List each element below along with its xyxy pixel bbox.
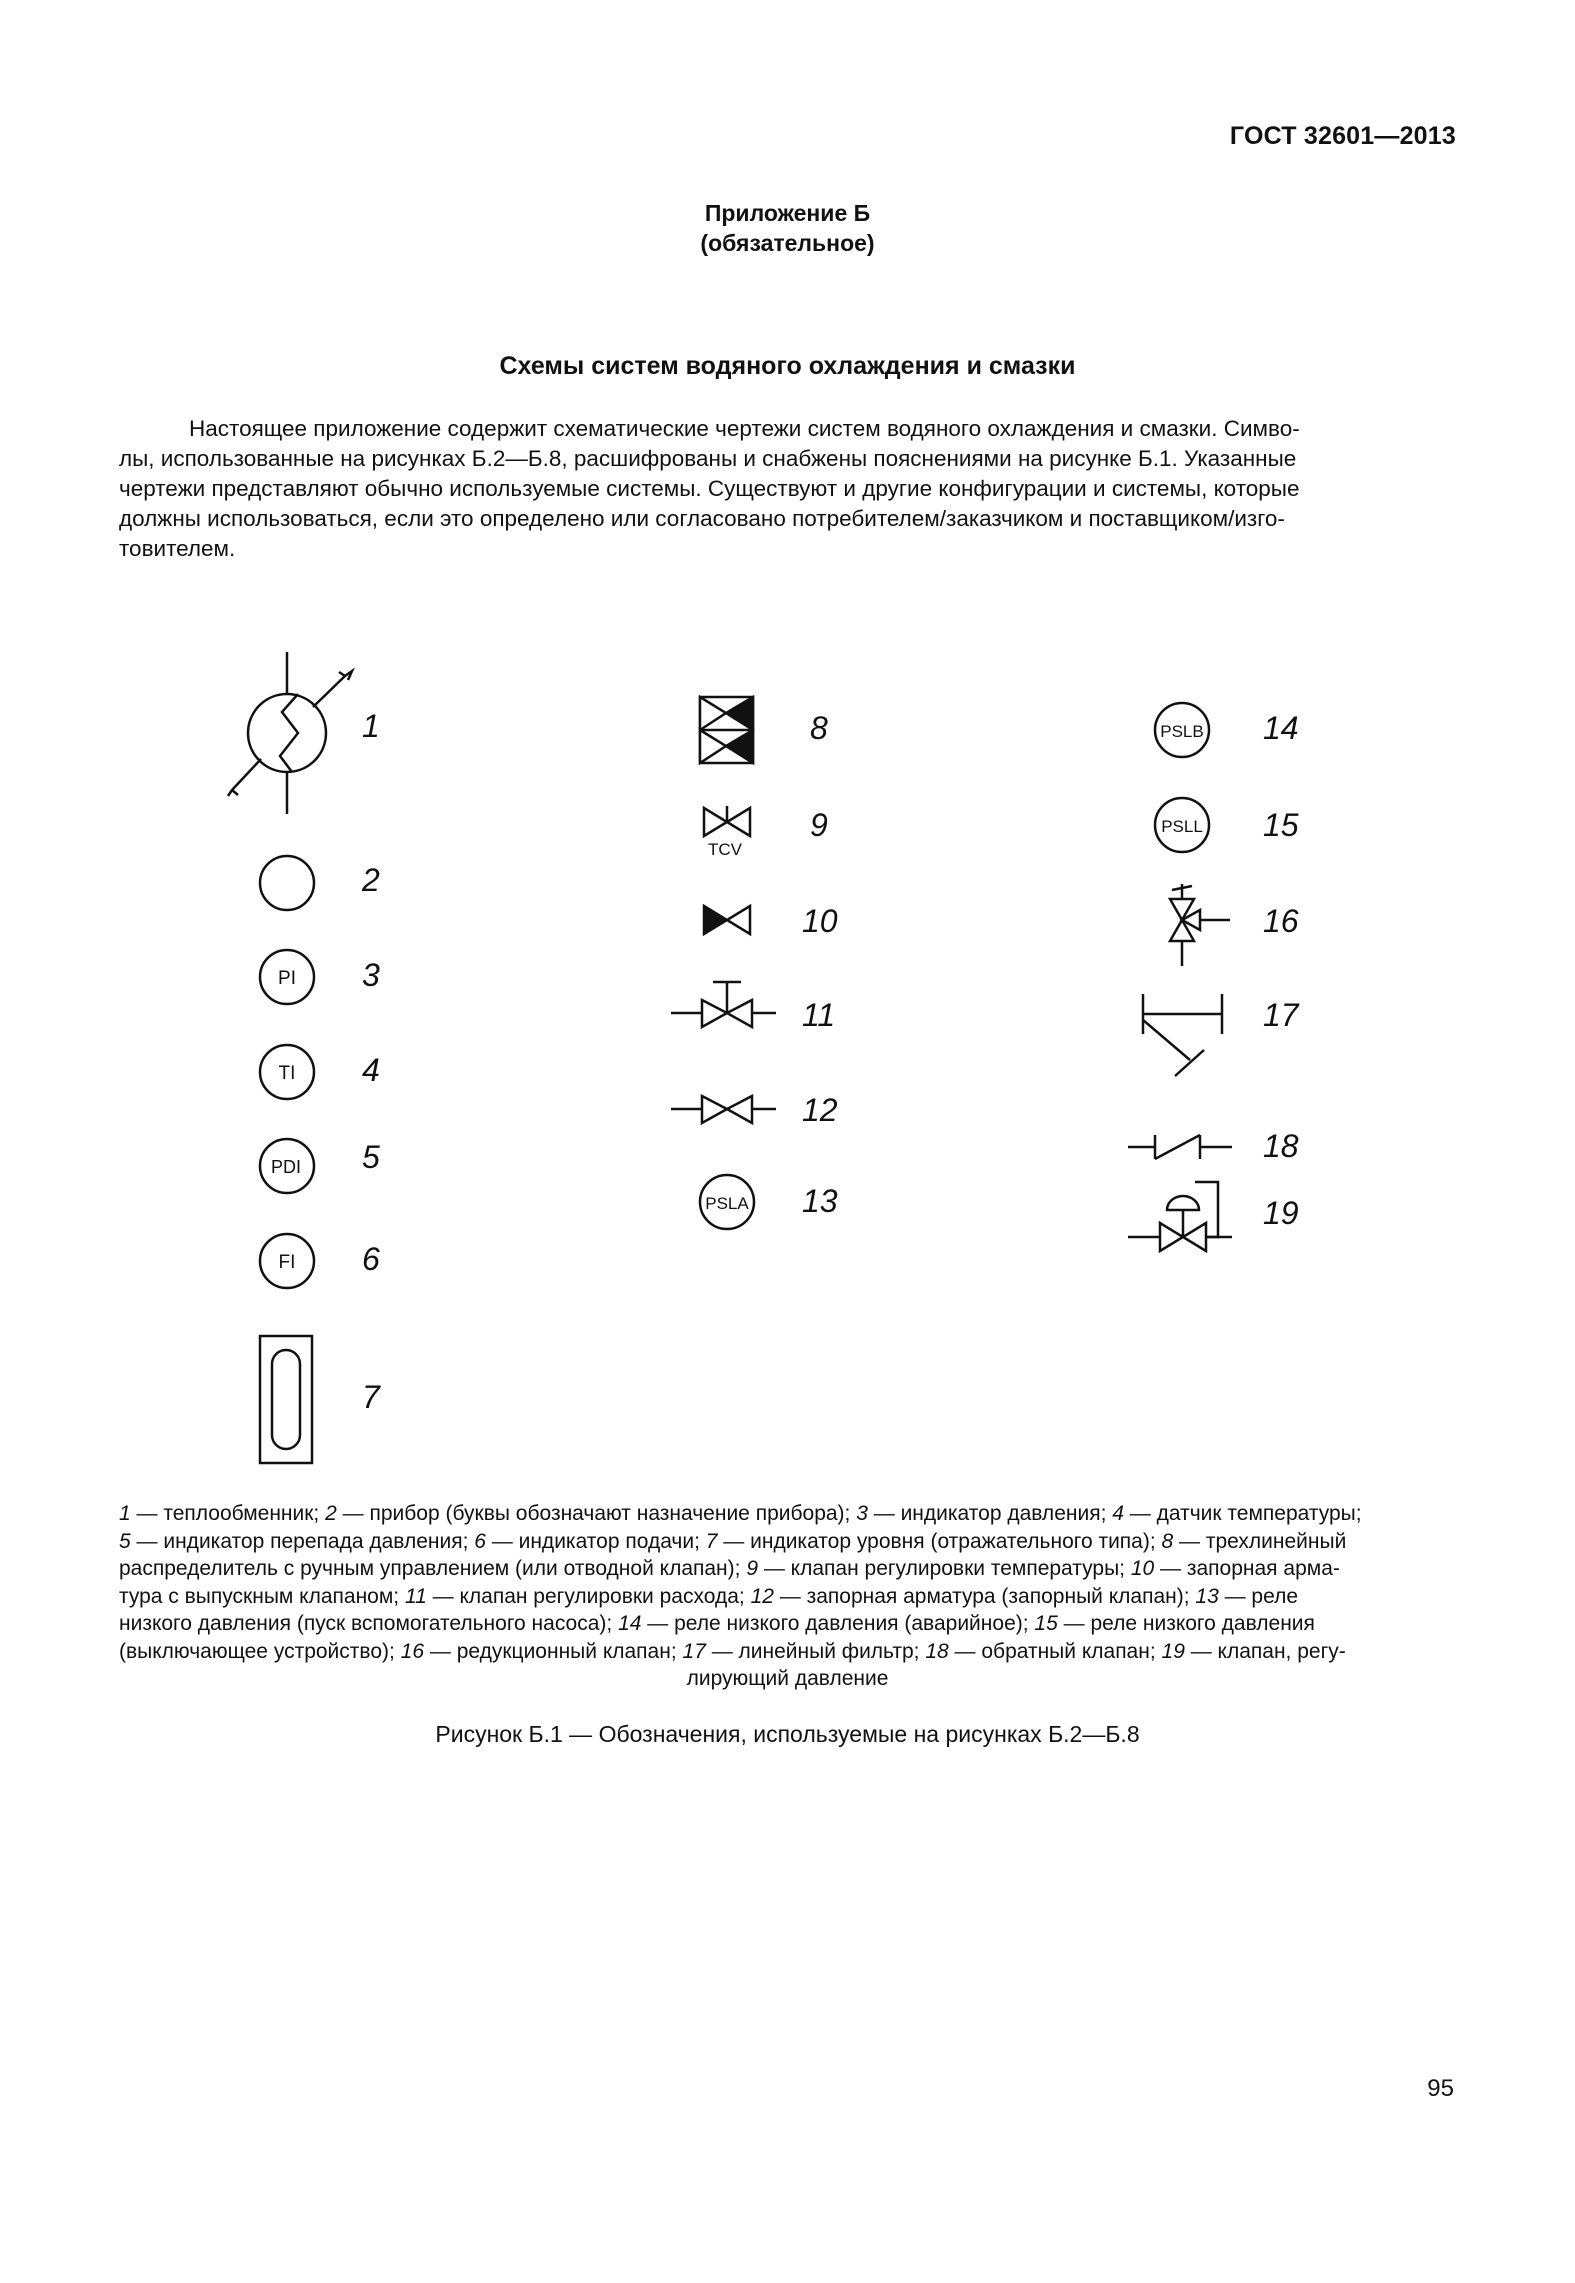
pslb-tag: PSLB — [1160, 722, 1204, 741]
legend-number: 5 — [119, 1529, 131, 1553]
check-valve-icon — [1128, 1135, 1232, 1159]
symbol-number-9: 9 — [810, 807, 828, 843]
legend-text: — реле — [1218, 1584, 1299, 1608]
symbol-number-8: 8 — [810, 710, 828, 746]
legend-number: 6 — [474, 1529, 486, 1553]
intro-line: чертежи представляют обычно используемые системы. Существуют и другие конфигурации и системы, которые — [119, 476, 1300, 501]
flow-indicator-icon — [260, 1234, 314, 1288]
legend-text: — обратный клапан; — [948, 1639, 1162, 1663]
legend-number: 4 — [1112, 1502, 1124, 1525]
legend-number: 19 — [1161, 1639, 1185, 1663]
symbol-number-4: 4 — [362, 1052, 380, 1088]
page-number: 95 — [1427, 2075, 1454, 2102]
legend-line — [119, 1638, 1456, 1666]
symbol-number-12: 12 — [802, 1092, 838, 1128]
legend-number: 17 — [682, 1639, 706, 1663]
three-way-distributor-icon — [700, 697, 753, 763]
legend-text: — клапан регулировки расхода; — [426, 1584, 751, 1608]
legend-text: — редукционный клапан; — [424, 1639, 683, 1663]
symbol-number-18: 18 — [1263, 1128, 1299, 1164]
psla-tag: PSLA — [705, 1194, 749, 1213]
fi-tag: FI — [278, 1252, 296, 1273]
figure-legend — [119, 1500, 1456, 1693]
symbols-figure — [0, 600, 1575, 1480]
figure-caption: Рисунок Б.1 — Обозначения, используемые на рисунках Б.2—Б.8 — [435, 1721, 1140, 1747]
temperature-control-valve-icon — [704, 806, 750, 859]
pi-tag: PI — [278, 968, 296, 989]
legend-number: 8 — [1161, 1529, 1174, 1553]
psll-tag: PSLL — [1161, 817, 1203, 836]
legend-text: лирующий давление — [686, 1667, 889, 1690]
legend-text: низкого давления (пуск вспомогательного насоса); — [119, 1612, 619, 1635]
legend-number: 16 — [400, 1639, 425, 1663]
document-standard-number: ГОСТ 32601—2013 — [1229, 122, 1456, 150]
line-filter-icon — [1143, 994, 1222, 1076]
flow-control-valve-icon — [671, 982, 776, 1027]
symbol-number-16: 16 — [1263, 903, 1299, 939]
shutoff-valve-drain-icon — [704, 906, 750, 934]
shutoff-valve-icon — [671, 1096, 776, 1123]
symbol-number-5: 5 — [362, 1139, 380, 1175]
legend-text: — индикатор перепада давления; — [130, 1529, 475, 1553]
symbol-number-6: 6 — [362, 1241, 380, 1277]
legend-number: 3 — [856, 1502, 868, 1525]
legend-text: — запорная арматура (запорный клапан); — [773, 1584, 1196, 1608]
legend-number: 9 — [746, 1557, 759, 1580]
pressure-regulating-valve-icon — [1128, 1182, 1232, 1251]
legend-line — [119, 1610, 1456, 1638]
legend-text: — реле низкого давления (аварийное); — [641, 1612, 1035, 1635]
legend-text: тура с выпускным клапаном; — [119, 1584, 405, 1608]
legend-number: 11 — [404, 1584, 427, 1608]
symbol-number-15: 15 — [1263, 807, 1299, 843]
legend-text: — трехлинейный — [1173, 1529, 1347, 1553]
legend-text: — клапан, регу- — [1184, 1639, 1346, 1663]
tcv-tag: TCV — [708, 840, 742, 859]
legend-line — [119, 1500, 1456, 1528]
heat-exchanger-icon — [228, 652, 352, 814]
legend-number: 10 — [1130, 1557, 1155, 1580]
pressure-indicator-icon — [260, 950, 314, 1004]
legend-text: — индикатор уровня (отражательного типа); — [717, 1529, 1162, 1553]
legend-number: 12 — [750, 1584, 774, 1608]
symbol-number-10: 10 — [802, 903, 838, 939]
pdi-tag: PDI — [270, 1157, 302, 1177]
symbol-number-3: 3 — [362, 957, 380, 993]
legend-text: — индикатор давления; — [867, 1502, 1113, 1525]
legend-text: (выключающее устройство); — [119, 1639, 401, 1663]
intro-paragraph — [119, 414, 1456, 564]
legend-text: — запорная арма- — [1154, 1557, 1340, 1580]
legend-number: 15 — [1034, 1612, 1058, 1635]
intro-line: товителем. — [119, 536, 236, 561]
legend-number: 14 — [618, 1612, 642, 1635]
pressure-switch-psla-icon — [700, 1175, 754, 1229]
symbol-number-7: 7 — [362, 1379, 380, 1415]
differential-pressure-indicator-icon — [260, 1139, 314, 1193]
legend-number: 1 — [119, 1502, 131, 1525]
reducing-valve-icon — [1170, 884, 1230, 966]
symbol-number-14: 14 — [1263, 710, 1299, 746]
legend-number: 18 — [925, 1639, 949, 1663]
legend-text: — индикатор подачи; — [485, 1529, 706, 1553]
legend-text: — линейный фильтр; — [705, 1639, 926, 1663]
legend-text: — клапан регулировки температуры; — [758, 1557, 1131, 1580]
symbol-number-19: 19 — [1263, 1195, 1299, 1231]
legend-text: — теплообменник; — [130, 1502, 326, 1525]
intro-line: лы, использованные на рисунках Б.2—Б.8, расшифрованы и снабжены пояснениями на рисунке Б.1. Указанные — [119, 446, 1297, 471]
intro-line: Настоящее приложение содержит схематические чертежи систем водяного охлаждения и смазки. Симво- — [189, 416, 1300, 441]
appendix-heading — [0, 198, 1575, 258]
legend-text: — прибор (буквы обозначают назначение прибора); — [336, 1502, 857, 1525]
section-title: Схемы систем водяного охлаждения и смазки — [499, 352, 1076, 380]
symbol-number-1: 1 — [362, 708, 380, 744]
legend-text: — реле низкого давления — [1057, 1612, 1315, 1635]
legend-number: 2 — [325, 1502, 337, 1525]
legend-line — [119, 1528, 1456, 1556]
appendix-status: (обязательное) — [700, 230, 875, 256]
symbol-number-2: 2 — [362, 862, 380, 898]
symbol-number-11: 11 — [802, 997, 836, 1033]
intro-line: должны использоваться, если это определено или согласовано потребителем/заказчиком и поставщиком/изго- — [119, 506, 1285, 531]
appendix-title: Приложение Б — [704, 200, 871, 226]
legend-number: 7 — [705, 1529, 718, 1553]
pressure-switch-pslb-icon — [1155, 703, 1209, 757]
legend-text: — датчик температуры; — [1123, 1502, 1362, 1525]
instrument-circle-icon — [260, 856, 314, 910]
legend-line — [119, 1555, 1456, 1583]
ti-tag: TI — [278, 1063, 296, 1084]
legend-line — [119, 1665, 1456, 1693]
pressure-switch-psll-icon — [1155, 798, 1209, 852]
symbol-number-13: 13 — [802, 1183, 838, 1219]
temperature-sensor-icon — [260, 1045, 314, 1099]
legend-number: 13 — [1195, 1584, 1219, 1608]
legend-line — [119, 1583, 1456, 1611]
symbol-number-17: 17 — [1263, 997, 1299, 1033]
legend-text: распределитель с ручным управлением (или отводной клапан); — [119, 1557, 747, 1580]
level-indicator-icon — [260, 1336, 312, 1463]
